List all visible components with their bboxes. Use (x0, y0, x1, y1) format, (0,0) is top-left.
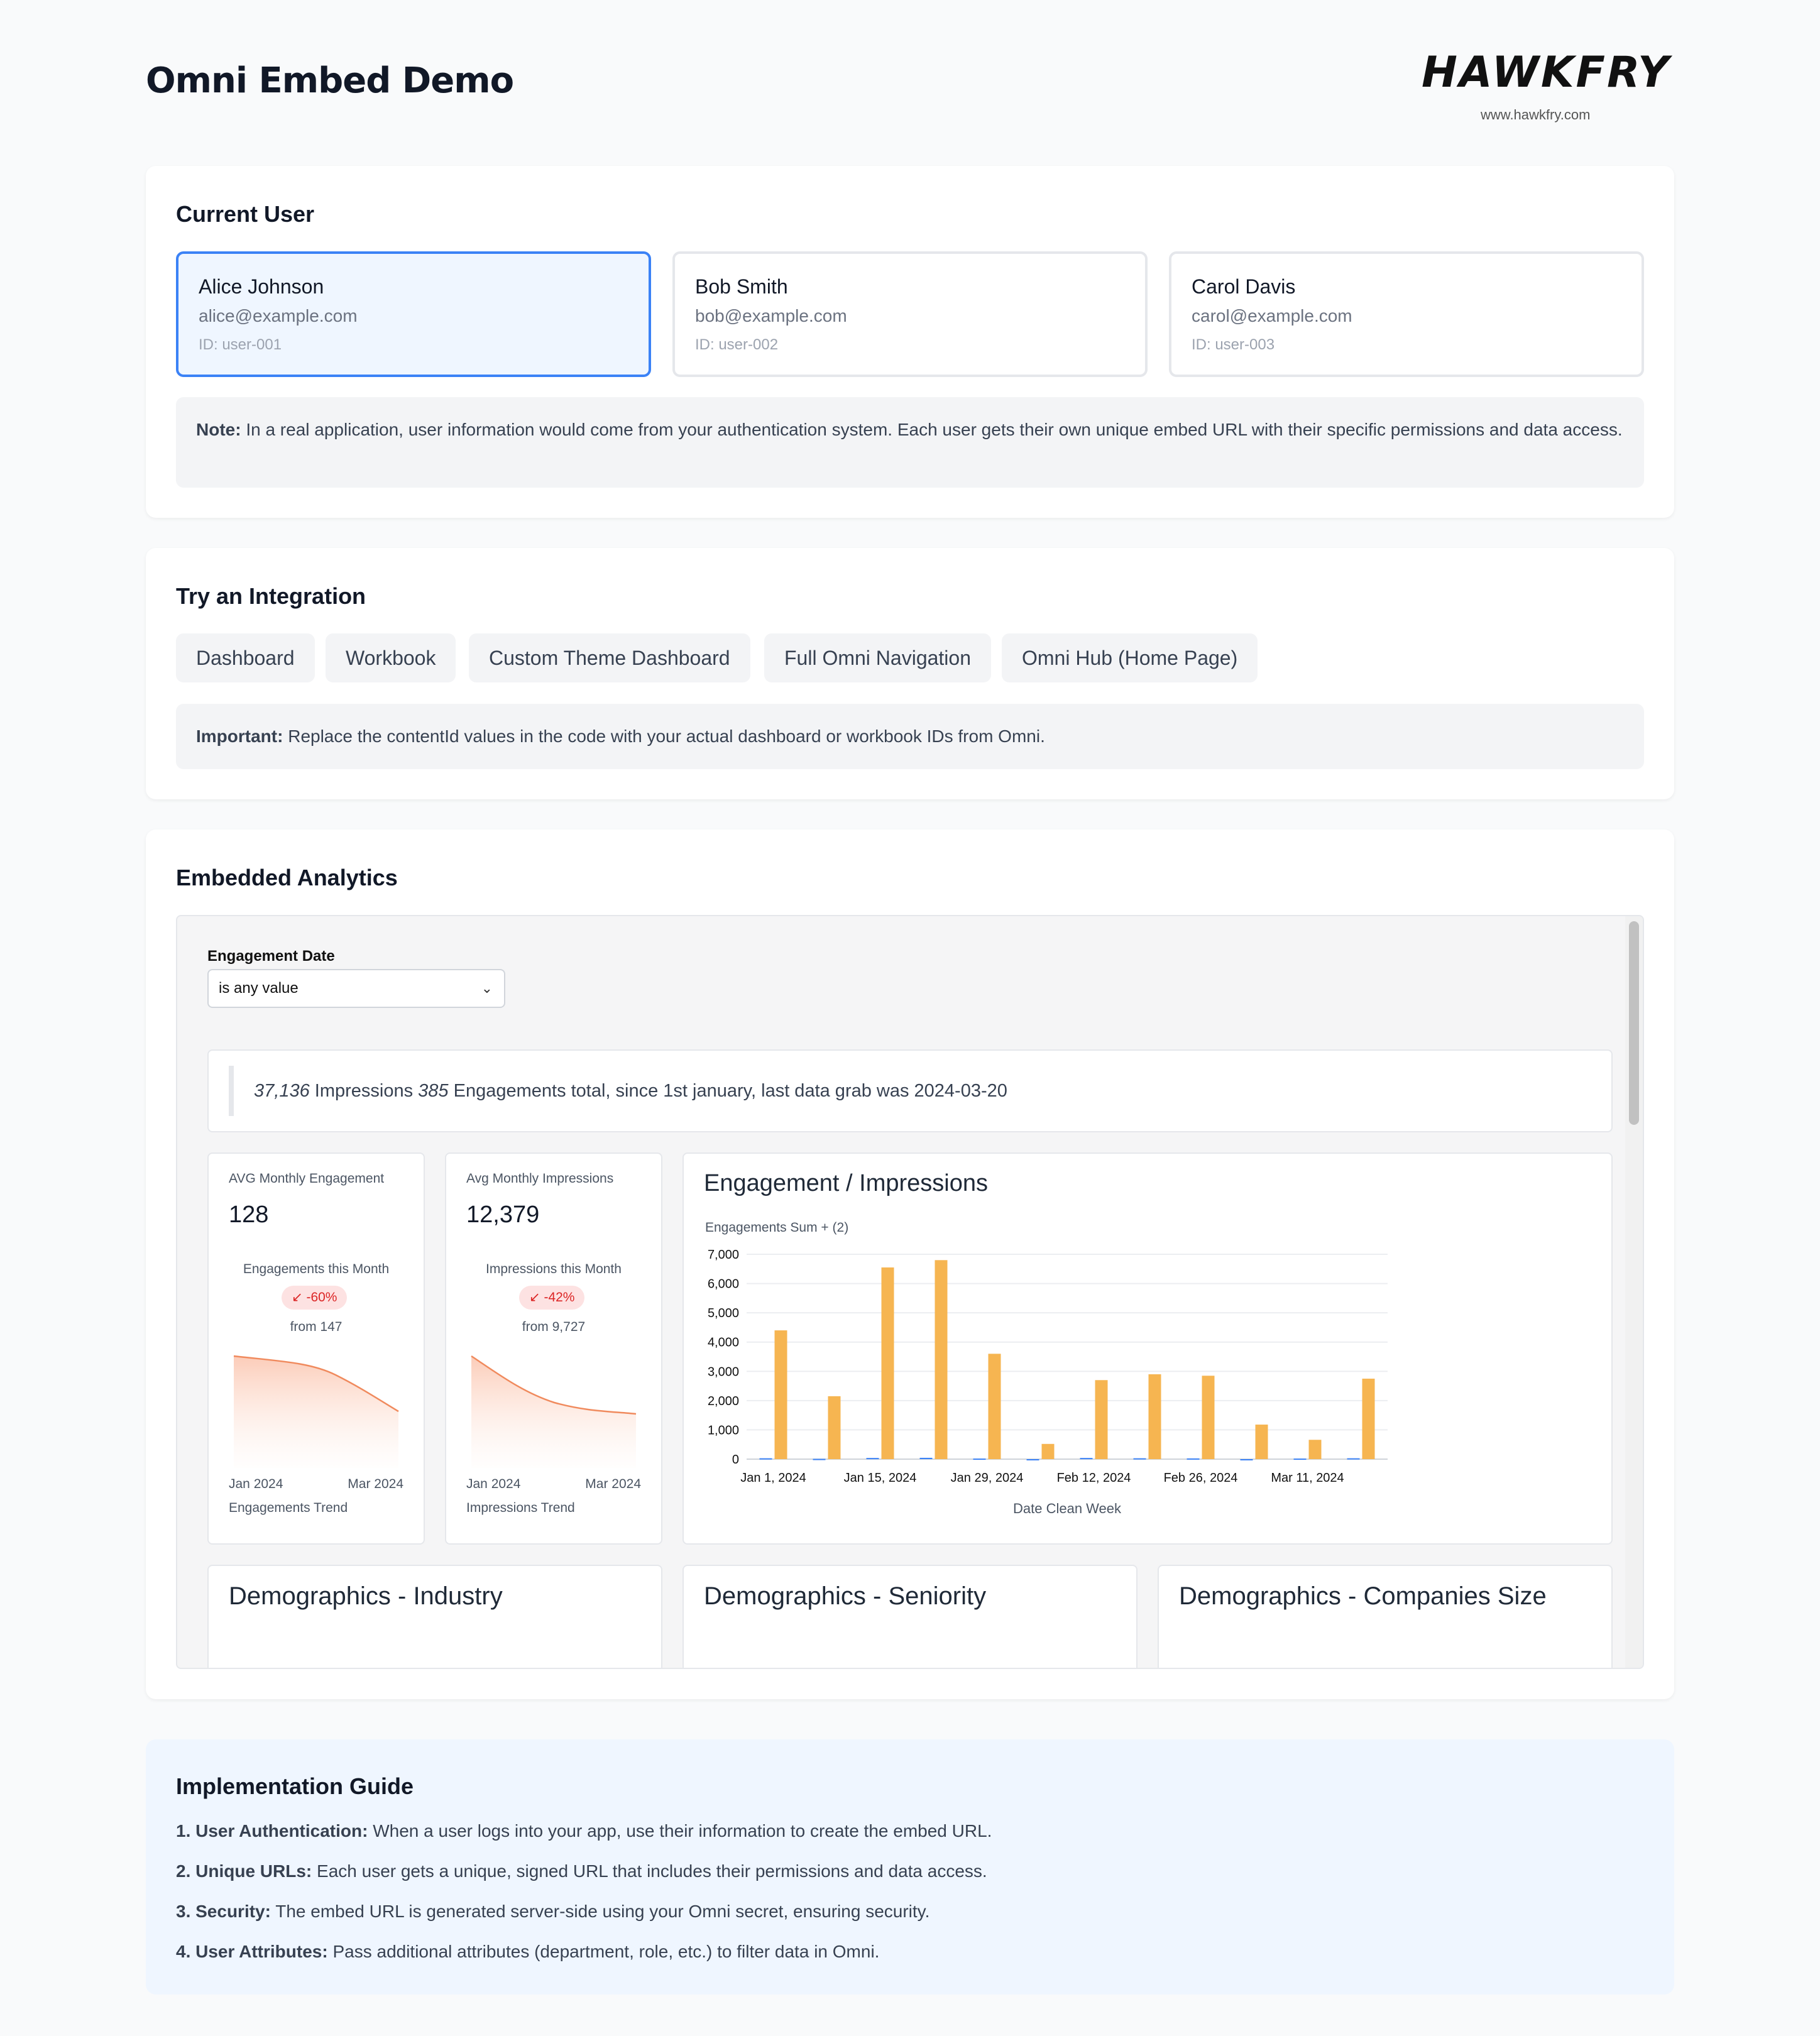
kpi-value: 12,379 (466, 1201, 540, 1228)
bar-series-2 (989, 1354, 1001, 1459)
engagements-total: 385 (418, 1081, 449, 1101)
current-user-heading: Current User (176, 201, 315, 227)
bar-series-1 (1080, 1458, 1093, 1459)
bar-series-2 (1095, 1380, 1108, 1459)
bar-series-1 (920, 1458, 933, 1459)
spark-start-label: Jan 2024 (466, 1477, 521, 1491)
bar-series-2 (1309, 1440, 1322, 1459)
bar-series-1 (867, 1458, 879, 1459)
guide-item-label: 3. Security: (176, 1902, 271, 1921)
user-card-bob[interactable] (672, 251, 1148, 377)
bar-series-1 (1027, 1459, 1039, 1460)
integration-heading: Try an Integration (176, 583, 366, 609)
bar-series-2 (882, 1267, 894, 1459)
y-tick-label: 5,000 (707, 1306, 739, 1321)
arrow-down-left-icon: ↙ (292, 1290, 303, 1305)
bar-series-1 (1294, 1459, 1307, 1460)
user-card-carol[interactable] (1169, 251, 1644, 377)
user-id: ID: user-003 (1192, 336, 1275, 353)
arrow-down-left-icon: ↙ (529, 1290, 540, 1305)
bar-series-1 (973, 1459, 986, 1460)
custom-theme-dashboard-button[interactable]: Custom Theme Dashboard (469, 633, 750, 682)
guide-item-label: 4. User Attributes: (176, 1942, 328, 1961)
badge-value: -60% (306, 1290, 337, 1305)
spark-start-label: Jan 2024 (229, 1477, 283, 1491)
engagement-date-filter[interactable] (207, 969, 505, 1008)
guide-item-text: The embed URL is generated server-side using your Omni secret, ensuring security. (275, 1902, 930, 1921)
guide-item (176, 1861, 987, 1881)
guide-item-text: When a user logs into your app, use their information to create the embed URL. (373, 1821, 992, 1841)
important-label: Important: (196, 726, 283, 746)
bar-series-2 (1202, 1376, 1215, 1459)
y-tick-label: 3,000 (707, 1365, 739, 1379)
y-tick-label: 2,000 (707, 1394, 739, 1408)
user-email: bob@example.com (695, 306, 847, 326)
bar-series-2 (1149, 1374, 1161, 1459)
workbook-button[interactable]: Workbook (326, 633, 456, 682)
bar-series-1 (1134, 1459, 1146, 1460)
guide-item-label: 2. Unique URLs: (176, 1861, 312, 1881)
bar-series-2 (828, 1396, 841, 1459)
important-note (176, 704, 1644, 769)
spark-end-label: Mar 2024 (348, 1477, 403, 1491)
bar-series-2 (1042, 1444, 1055, 1459)
kpi-title: AVG Monthly Engagement (229, 1171, 385, 1186)
bar-series-1 (1347, 1459, 1360, 1460)
bar-series-2 (935, 1260, 948, 1459)
user-note (176, 397, 1644, 488)
user-name: Bob Smith (695, 275, 788, 298)
guide-item (176, 1942, 879, 1962)
demographics-industry-title: Demographics - Industry (229, 1582, 503, 1610)
y-tick-label: 1,000 (707, 1423, 739, 1438)
note-label: Note: (196, 420, 241, 439)
guide-heading: Implementation Guide (176, 1773, 414, 1799)
full-omni-navigation-button[interactable]: Full Omni Navigation (764, 633, 991, 682)
dashboard-button[interactable]: Dashboard (176, 633, 315, 682)
user-card-alice[interactable] (176, 251, 651, 377)
omni-hub-button[interactable]: Omni Hub (Home Page) (1002, 633, 1258, 682)
change-badge (519, 1286, 584, 1310)
user-name: Alice Johnson (199, 275, 324, 298)
demographics-seniority-tile (682, 1565, 1138, 1669)
engagements-sparkline (229, 1349, 406, 1468)
engagement-bar-chart (684, 1154, 1611, 1543)
integration-card (146, 548, 1674, 799)
analytics-card (146, 829, 1674, 1699)
kpi-from: from 147 (290, 1320, 343, 1334)
summary-text (229, 1066, 1007, 1116)
spark-caption: Engagements Trend (229, 1501, 348, 1515)
filter-label: Engagement Date (207, 948, 335, 965)
kpi-from: from 9,727 (522, 1320, 586, 1334)
engagement-impressions-chart-tile (682, 1152, 1613, 1545)
y-axis-label: Engagements Sum + (2) (705, 1220, 849, 1235)
kpi-title: Avg Monthly Impressions (466, 1171, 614, 1186)
chart-title: Engagement / Impressions (704, 1170, 989, 1196)
user-name: Carol Davis (1192, 275, 1296, 298)
note-text: In a real application, user information would come from your authentication system. Each user gets their own unique embed URL with their specific permissions and data access. (246, 420, 1623, 439)
user-id: ID: user-001 (199, 336, 282, 353)
current-user-card (146, 166, 1674, 518)
embed-scrollbar[interactable] (1625, 916, 1643, 1668)
hawkfry-logo: HAWKFRY (1422, 48, 1671, 97)
page-title: Omni Embed Demo (146, 60, 514, 101)
logo-url: www.hawkfry.com (1481, 107, 1591, 123)
guide-item-text: Pass additional attributes (department, role, etc.) to filter data in Omni. (332, 1942, 880, 1961)
y-tick-label: 4,000 (707, 1335, 739, 1350)
user-id: ID: user-002 (695, 336, 779, 353)
x-axis-label: Date Clean Week (1012, 1501, 1122, 1516)
impressions-label: Impressions (314, 1081, 414, 1101)
x-tick-label: Jan 15, 2024 (843, 1471, 917, 1485)
impressions-total: 37,136 (254, 1081, 310, 1101)
spark-caption: Impressions Trend (466, 1501, 575, 1515)
bar-series-1 (1187, 1459, 1200, 1460)
scrollbar-thumb[interactable] (1629, 921, 1639, 1125)
guide-item-text: Each user gets a unique, signed URL that includes their permissions and data access. (317, 1861, 987, 1881)
x-tick-label: Feb 12, 2024 (1056, 1471, 1131, 1485)
demographics-companies-size-title: Demographics - Companies Size (1179, 1582, 1547, 1610)
embed-iframe[interactable] (176, 915, 1644, 1669)
demographics-seniority-title: Demographics - Seniority (704, 1582, 987, 1610)
analytics-heading: Embedded Analytics (176, 865, 398, 890)
bar-series-1 (760, 1459, 772, 1460)
bar-series-2 (1362, 1379, 1375, 1459)
user-email: carol@example.com (1192, 306, 1352, 326)
implementation-guide (146, 1739, 1674, 1995)
y-tick-label: 6,000 (707, 1277, 739, 1291)
summary-tile (207, 1049, 1613, 1132)
bar-series-1 (1241, 1459, 1253, 1460)
kpi-tile-engagement (207, 1152, 425, 1545)
engagements-text: Engagements total, since 1st january, last data grab was 2024-03-20 (453, 1081, 1007, 1101)
bar-series-2 (775, 1330, 787, 1459)
kpi-subtitle: Impressions this Month (486, 1262, 622, 1276)
impressions-sparkline (466, 1349, 644, 1468)
demographics-industry-tile (207, 1565, 662, 1669)
guide-item (176, 1821, 992, 1841)
spark-end-label: Mar 2024 (585, 1477, 641, 1491)
filter-value: is any value (219, 980, 299, 997)
demographics-companies-size-tile (1158, 1565, 1613, 1669)
x-tick-label: Jan 29, 2024 (950, 1471, 1024, 1485)
x-tick-label: Mar 11, 2024 (1271, 1471, 1344, 1485)
guide-item-label: 1. User Authentication: (176, 1821, 368, 1841)
x-tick-label: Feb 26, 2024 (1163, 1471, 1238, 1485)
chevron-down-icon: ⌄ (481, 980, 493, 996)
badge-value: -42% (544, 1290, 575, 1305)
y-tick-label: 7,000 (707, 1248, 739, 1262)
y-tick-label: 0 (732, 1453, 739, 1467)
kpi-tile-impressions (445, 1152, 662, 1545)
x-tick-label: Jan 1, 2024 (740, 1471, 806, 1485)
kpi-value: 128 (229, 1201, 269, 1228)
bar-series-1 (813, 1459, 826, 1460)
user-email: alice@example.com (199, 306, 358, 326)
bar-series-2 (1256, 1425, 1268, 1459)
kpi-subtitle: Engagements this Month (243, 1262, 390, 1276)
important-text: Replace the contentId values in the code with your actual dashboard or workbook IDs from Omni. (288, 726, 1045, 746)
guide-item (176, 1902, 929, 1922)
change-badge (282, 1286, 347, 1310)
